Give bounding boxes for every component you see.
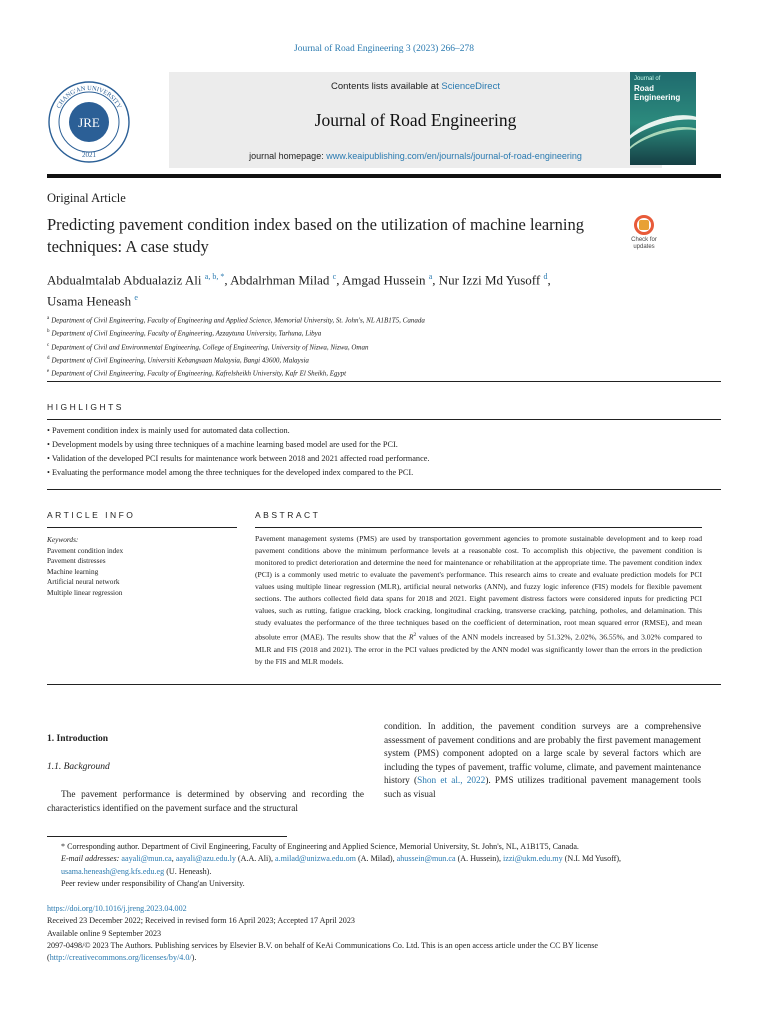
- divider: [47, 419, 721, 420]
- keyword-item: Pavement distresses: [47, 556, 106, 566]
- check-updates-icon-inner: [639, 220, 649, 230]
- cover-title-text: Road Engineering: [634, 84, 681, 102]
- author-name[interactable]: Usama Heneash: [47, 293, 132, 309]
- email-addresses: E-mail addresses: aayali@mun.ca, aayali@azu.edu.ly (A.A. Ali), a.milad@unizwa.edu.om (A. Milad), ahussein@mun.ca (A. Hussein), izzi@ukm.edu.my (N.I. Md Yusoff), usama.heneash@eng.kfs.edu.eg (U. Heneash).: [61, 854, 622, 876]
- footnotes: [47, 841, 721, 890]
- intro-paragraph-right: condition. In addition, the pavement condition surveys are a comprehensive assessment of pavement conditions and are probably the first pavement management system (PMS) component adopted on a large scale by several factors which are including the types of pavement, traffic volume, climate, and pavement maintenance history (Shon et al., 2022). PMS utilizes traditional pavement management tools such as visual: [384, 722, 702, 800]
- keyword-item: Artificial neural network: [47, 577, 120, 587]
- affiliations: [47, 313, 721, 380]
- keywords-block: [47, 535, 123, 599]
- keyword-item: Machine learning: [47, 566, 99, 576]
- keyword-item: Pavement condition index: [47, 545, 124, 555]
- homepage-prefix: journal homepage:: [249, 151, 327, 161]
- journal-banner: [169, 72, 662, 168]
- doi-link[interactable]: https://doi.org/10.1016/j.jreng.2023.04.002: [47, 904, 187, 913]
- license-text: 2097-0498/© 2023 The Authors. Publishing services by Elsevier B.V. on behalf of KeAi Communications Co. Ltd. This is an open access article under the CC BY license (http://creativecommons.org/licenses/by/4.0/).: [47, 940, 598, 963]
- author-name[interactable]: Abdualmtalab Abdualaziz Ali: [47, 272, 202, 288]
- divider: [47, 527, 237, 528]
- peer-review-note: Peer review under responsibility of Chang'an University.: [61, 878, 245, 888]
- journal-reference[interactable]: Journal of Road Engineering 3 (2023) 266–278: [294, 44, 474, 54]
- available-online: Available online 9 September 2023: [47, 928, 162, 938]
- email-link[interactable]: a.milad@unizwa.edu.om: [275, 854, 356, 864]
- article-title: Predicting pavement condition index based on the utilization of machine learning techniques: A case study: [47, 215, 585, 256]
- contents-line: [169, 81, 662, 92]
- article-type: Original Article: [47, 191, 126, 205]
- author-sup[interactable]: a, b, *: [204, 272, 225, 281]
- jre-logo-icon: [47, 80, 131, 164]
- email-link[interactable]: aayali@azu.edu.ly: [175, 854, 236, 864]
- highlights-list: [47, 424, 430, 480]
- header-rule: [47, 174, 721, 178]
- email-link[interactable]: izzi@ukm.edu.my: [503, 854, 563, 864]
- check-updates-label: Check for updates: [631, 237, 657, 250]
- intro-paragraph-left: The pavement performance is determined by observing and recording the characteristics identified on the pavement surface and the structural: [47, 790, 364, 814]
- journal-cover-image: [630, 72, 696, 165]
- intro-heading: 1. Introduction: [47, 734, 109, 744]
- footnote-rule: [47, 836, 287, 837]
- corresponding-author-note: * Corresponding author. Department of Civil Engineering, Faculty of Engineering and Applied Science, Memorial University, St. John's, NL, A1B1T5, Canada.: [61, 842, 579, 851]
- highlight-item: • Validation of the developed PCI results for maintenance work between 2018 and 2021 affected road performance.: [47, 454, 430, 463]
- author-sup[interactable]: c: [332, 272, 337, 281]
- divider: [255, 527, 702, 528]
- abstract-heading: ABSTRACT: [255, 510, 321, 520]
- affiliation-item: $^b$ Department of Civil Engineering, Faculty of Engineering, Azzaytuna University, Tarhuna, Libya: [47, 329, 322, 338]
- divider: [47, 684, 721, 685]
- author-sup[interactable]: a: [428, 272, 433, 281]
- divider: [47, 489, 721, 490]
- affiliation-item: $^a$ Department of Civil Engineering, Faculty of Engineering and Applied Science, Memorial University, St. John's, NL A1B1T5, Canada: [47, 316, 425, 325]
- author-name[interactable]: Abdalrhman Milad: [230, 272, 330, 288]
- logo-year: 2021: [82, 151, 96, 159]
- publication-info: [47, 903, 721, 964]
- cover-small-text: Journal of: [634, 76, 661, 82]
- highlight-item: • Development models by using three techniques of a machine learning based model are used for the PCI.: [47, 440, 398, 449]
- highlight-item: • Evaluating the performance model among the three techniques for the developed index compared to the PCI.: [47, 468, 414, 477]
- email-link[interactable]: ahussein@mun.ca: [396, 854, 456, 864]
- homepage-link[interactable]: www.keaipublishing.com/en/journals/journal-of-road-engineering: [326, 151, 582, 161]
- sciencedirect-link[interactable]: ScienceDirect: [441, 81, 500, 92]
- journal-title: Journal of Road Engineering: [314, 110, 517, 130]
- keyword-item: Multiple linear regression: [47, 587, 123, 597]
- citation-link[interactable]: Shon et al., 2022: [417, 776, 486, 786]
- check-for-updates-button[interactable]: [626, 215, 662, 253]
- highlights-heading: HIGHLIGHTS: [47, 402, 124, 412]
- contents-prefix: Contents lists available at: [331, 81, 442, 92]
- background-subheading: 1.1. Background: [47, 762, 110, 772]
- received-dates: Received 23 December 2022; Received in revised form 16 April 2023; Accepted 17 April 2023: [47, 916, 355, 926]
- license-link[interactable]: http://creativecommons.org/licenses/by/4.0/: [49, 953, 192, 963]
- divider: [47, 381, 721, 382]
- author-sup[interactable]: e: [134, 293, 138, 303]
- author-name[interactable]: Nur Izzi Md Yusoff: [438, 272, 541, 288]
- email-link[interactable]: usama.heneash@eng.kfs.edu.eg: [61, 866, 165, 876]
- email-link[interactable]: aayali@mun.ca: [121, 854, 172, 864]
- keywords-label: Keywords:: [47, 535, 79, 544]
- logo-text: JRE: [78, 115, 100, 130]
- affiliation-item: $^e$ Department of Civil Engineering, Faculty of Engineering, Kafrelsheikh University, Kafr El Sheikh, Egypt: [47, 369, 347, 378]
- affiliation-item: $^d$ Department of Civil Engineering, Universiti Kebangsaan Malaysia, Bangi 43600, Malaysia: [47, 355, 309, 365]
- article-info-heading: ARTICLE INFO: [47, 510, 136, 520]
- logo-ring-text: CHANG'AN UNIVERSITY: [55, 84, 123, 110]
- homepage-line: [169, 151, 662, 161]
- author-list: Abdualmtalab Abdualaziz Ali $^{a, b, *}$, Abdalrhman Milad $^c$, Amgad Hussein $^a$, Nur Izzi Md Yusoff $^d$, Usama Heneash $^e$: [47, 272, 551, 309]
- affiliation-item: $^c$ Department of Civil and Environmental Engineering, College of Engineering, University of Nizwa, Nizwa, Oman: [47, 342, 369, 351]
- journal-header: [47, 72, 721, 172]
- author-sup[interactable]: d: [543, 272, 548, 281]
- highlight-item: • Pavement condition index is mainly used for automated data collection.: [47, 426, 290, 435]
- author-name[interactable]: Amgad Hussein: [342, 272, 426, 288]
- abstract-text: Pavement management systems (PMS) are used by transportation government agencies to promote sustainable development and to keep road pavement conditions above the minimum performance levels at a reasonable cost. To accomplish this objective, the pavement condition is monitored to predict deterioration and determine the need for maintenance or rehabilitation at the appropriate time. The pavement condition index (PCI) is a commonly used metric to evaluate the pavement's performance. This research aims to create and evaluate prediction models for PCI values using multiple linear regression (MLR), artificial neural networks (ANN), and fuzzy logic inference (FIS) models for flexible pavement sections. The authors collected field data spans for 2018 and 2021. Eight pavement distress factors were considered inputs for predicting PCI values, such as rutting, fatigue cracking, block cracking, longitudinal cracking, transverse cracking, patching, potholes, and delamination. This study evaluates the performance of the three techniques based on the coefficient of determination, root mean squared error (RMSE), and mean absolute error (MAE). The results show that the $R^2$ values of the ANN models increased by 51.32%, 2.02%, 36.55%, and 3.02% compared to MLR and FIS (2018 and 2021). The error in the PCI values predicted by the ANN model was significantly lower than the errors in the prediction by the FIS and MLR models.: [255, 534, 702, 666]
